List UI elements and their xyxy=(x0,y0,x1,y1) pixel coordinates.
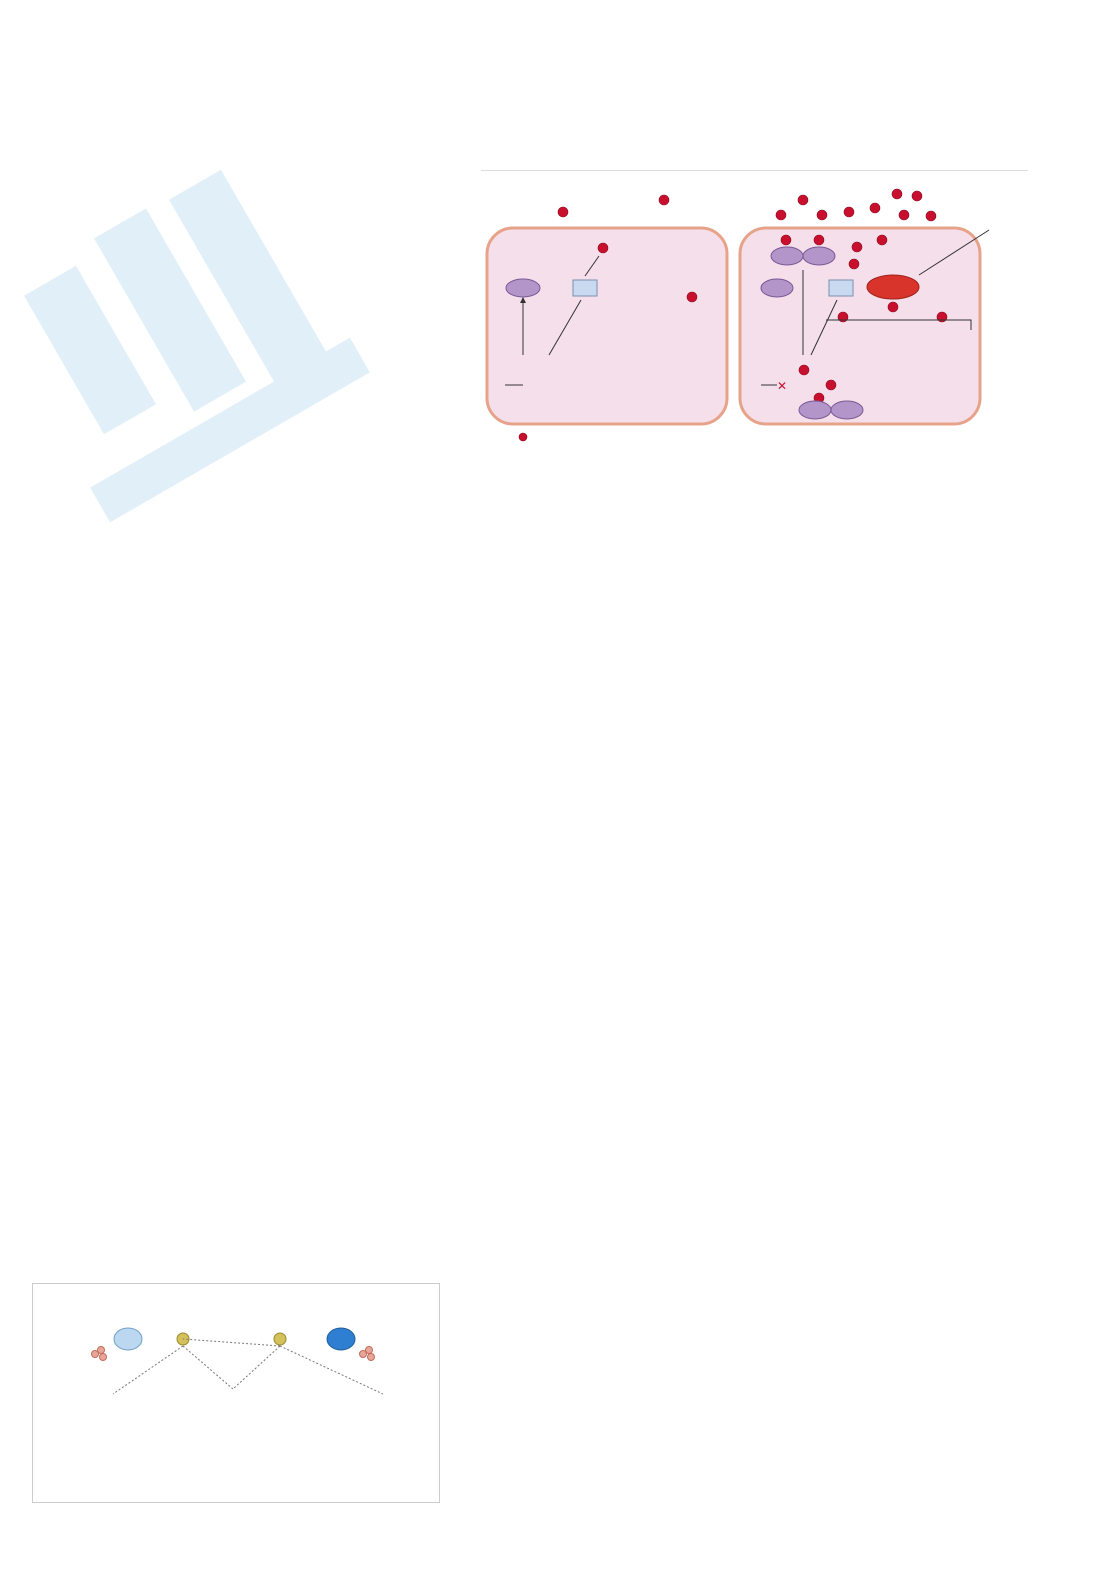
autoinducer-molecule xyxy=(814,235,824,245)
autoinducer-molecule xyxy=(687,292,697,302)
autoinducer-molecule xyxy=(826,380,836,390)
autoinducer-molecule xyxy=(798,195,808,205)
autoinducer-molecule xyxy=(781,235,791,245)
luciferase-protein xyxy=(867,275,919,299)
autoinducer-molecule xyxy=(899,210,909,220)
pseudomonas-qs-figure xyxy=(32,1283,440,1503)
luxr-protein xyxy=(761,279,793,297)
autoinducer-molecule xyxy=(598,243,608,253)
svg-text:✕: ✕ xyxy=(777,379,788,393)
autoinducer-molecule xyxy=(852,242,862,252)
autoinducer-molecule xyxy=(926,211,936,221)
watermark-logo xyxy=(20,150,500,550)
lux-system-figure xyxy=(481,170,1028,444)
luxr-protein xyxy=(831,401,863,419)
luxi-protein xyxy=(573,280,597,296)
luxr-protein xyxy=(506,279,540,297)
luxr-protein xyxy=(799,401,831,419)
autoinducer-molecule xyxy=(892,189,902,199)
lasi-synthase xyxy=(274,1333,286,1345)
autoinducer-molecule xyxy=(844,207,854,217)
lasr-protein xyxy=(327,1328,355,1350)
autoinducer-molecule xyxy=(776,210,786,220)
autoinducer-molecule xyxy=(659,195,669,205)
rhlr-protein xyxy=(114,1328,142,1350)
autoinducer-molecule xyxy=(849,259,859,269)
autoinducer-molecule xyxy=(870,203,880,213)
luxi-protein xyxy=(829,280,853,296)
autoinducer-molecule xyxy=(877,235,887,245)
autoinducer-molecule xyxy=(558,207,568,217)
autoinducer-molecule xyxy=(888,302,898,312)
legend-molecule xyxy=(519,433,527,441)
luxr-protein xyxy=(803,247,835,265)
autoinducer-molecule xyxy=(912,191,922,201)
autoinducer-molecule xyxy=(817,210,827,220)
autoinducer-molecule xyxy=(799,365,809,375)
luxr-protein xyxy=(771,247,803,265)
